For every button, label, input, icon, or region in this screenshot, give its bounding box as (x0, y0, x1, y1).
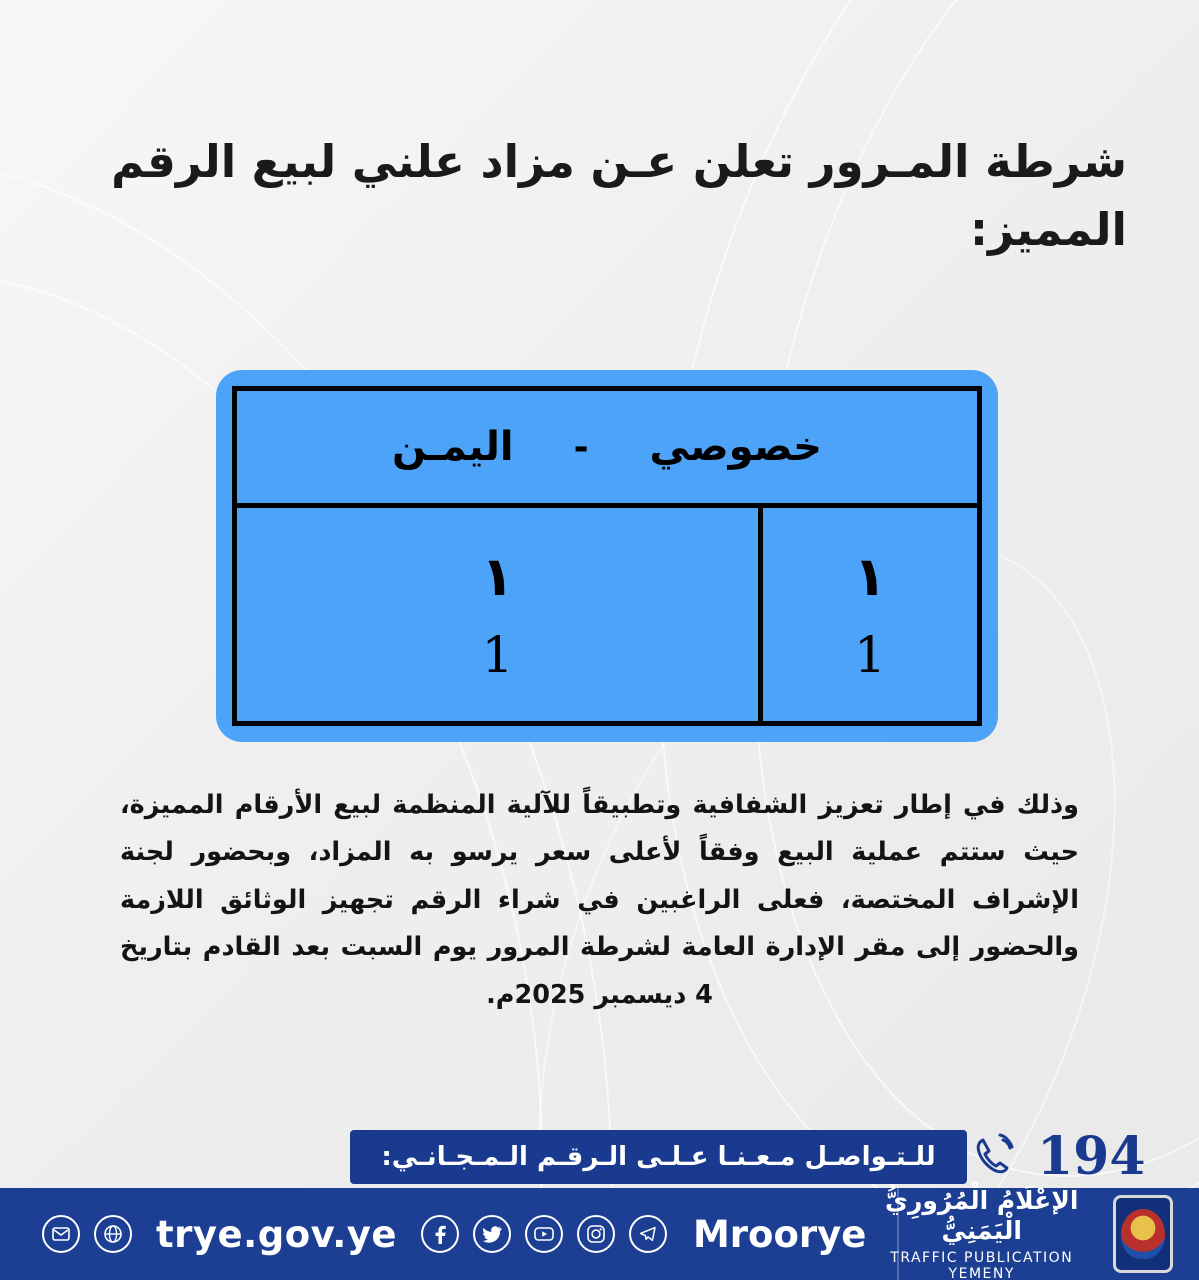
telegram-icon[interactable] (629, 1215, 667, 1253)
license-plate-header (237, 391, 977, 508)
announcement-body: وذلك في إطار تعزيز الشفافية وتطبيقاً للآلية المنظمة لبيع الأرقام المميزة، حيث ستتم عملية البيع وفقاً لأعلى سعر يرسو به المزاد، وبحضور لجنة الإشراف المختصة، فعلى الراغبين في شراء الرقم تجهيز الوثائق اللازمة والحضور إلى مقر الإدارة العامة لشرطة المرور يوم السبت بعد القادم بتاريخ 4 ديسمبر 2025م. (120, 790, 1079, 1010)
hotline-number: 194 (1037, 1126, 1146, 1187)
plate-separator: - (573, 426, 590, 468)
website-url[interactable]: trye.gov.ye (156, 1212, 397, 1256)
plate-cell-right (237, 508, 758, 721)
twitter-icon[interactable] (473, 1215, 511, 1253)
police-emblem-icon (1113, 1195, 1173, 1273)
hotline (969, 1126, 1159, 1188)
facebook-icon[interactable] (421, 1215, 459, 1253)
contact-bar: للـتـواصـل مـعـنـا عـلـى الـرقـم الـمـجـانـي: (350, 1130, 967, 1184)
footer-divider (897, 1188, 899, 1280)
page-title: شرطة المـرور تعلن عـن مزاد علني لبيع الرقم المميز: (111, 135, 1127, 257)
brand-name-arabic: الإعْلَامُ الْمُرُورِيُّ الْيَمَنِيُّ (885, 1186, 1079, 1245)
footer-social-group (0, 1213, 866, 1256)
footer-brand (866, 1188, 1199, 1280)
license-plate-frame (232, 386, 982, 726)
plate-country-label: اليمـن (392, 424, 514, 470)
plate-cell-left (758, 508, 977, 721)
contact-row (0, 1126, 1199, 1188)
email-icon[interactable] (42, 1215, 80, 1253)
plate-left-latin-digit: 1 (854, 625, 886, 684)
license-plate (216, 370, 998, 742)
brand-name-english: TRAFFIC PUBLICATION YEMENY (890, 1250, 1074, 1280)
phone-icon (969, 1130, 1023, 1184)
plate-right-latin-digit: 1 (481, 625, 514, 684)
license-plate-numbers (237, 508, 977, 721)
instagram-icon[interactable] (577, 1215, 615, 1253)
youtube-icon[interactable] (525, 1215, 563, 1253)
footer-bar (0, 1188, 1199, 1280)
globe-icon[interactable] (94, 1215, 132, 1253)
social-handle[interactable]: Mroorye (692, 1212, 867, 1256)
plate-left-arabic-digit: ١ (853, 544, 887, 608)
plate-right-arabic-digit: ١ (481, 544, 514, 608)
plate-type-label: خصوصي (649, 424, 822, 470)
